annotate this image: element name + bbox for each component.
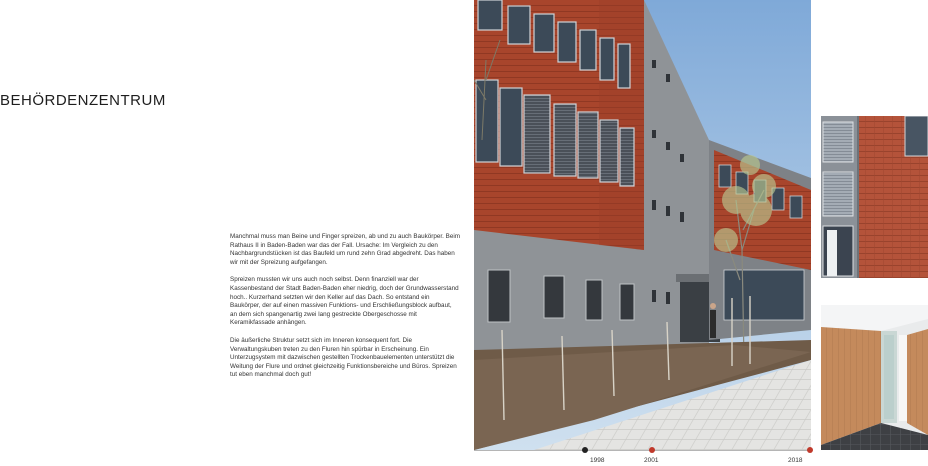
timeline-label-2018: 2018 — [788, 457, 803, 464]
paragraph-2: Spreizen mussten wir uns auch noch selbst. Denn finanziell war der Kassenbestand der Stadt Baden-Baden eher niedrig, doch der Grundwasserstand hoch.. Kurzerhand setzten wir den Keller auf das Dach. So entstand ein Baukörper, der auf einen massiven Funktions- und Erschließungsblock aufbaut, an dem sich spangenartig zwei lang gestreckte Obergeschosse mit Keramikfassade anhängen. — [230, 276, 459, 327]
timeline-dot-2001[interactable] — [649, 447, 655, 453]
facade-detail-photo — [821, 116, 928, 278]
interior-corridor-photo — [821, 305, 928, 450]
timeline — [474, 450, 824, 466]
timeline-line — [474, 450, 811, 451]
building-facade-photo — [474, 0, 811, 450]
paragraph-1: Manchmal muss man Beine und Finger spreizen, ab und zu auch Baukörper. Beim Rathaus II in Baden-Baden war das der Fall. Ursache: Im Vergleich zu den Nachbargrundstücken ist das Baufeld um rund zehn Grad abgedreht. Das haben wir mit der Spreizung aufgefangen. — [230, 233, 460, 266]
body-text — [230, 233, 460, 389]
timeline-dot-2018[interactable] — [807, 447, 813, 453]
paragraph-3: Die äußerliche Struktur setzt sich im Inneren konsequent fort. Die Verwaltungskuben treten zu den Fluren hin spürbar in Erscheinung. Ein Unterzugsystem mit dazwischen gestellten Trockenbauelementen unterstützt die Weitung der Flure und ordnet gleichzeitig Funktionsbereiche und Büros. Spreizen tut eben manchmal doch gut! — [230, 336, 457, 379]
timeline-label-1998: 1998 — [590, 457, 605, 464]
timeline-label-2001: 2001 — [644, 457, 659, 464]
page-title: BEHÖRDENZENTRUM — [0, 92, 166, 109]
timeline-dot-1998[interactable] — [582, 447, 588, 453]
